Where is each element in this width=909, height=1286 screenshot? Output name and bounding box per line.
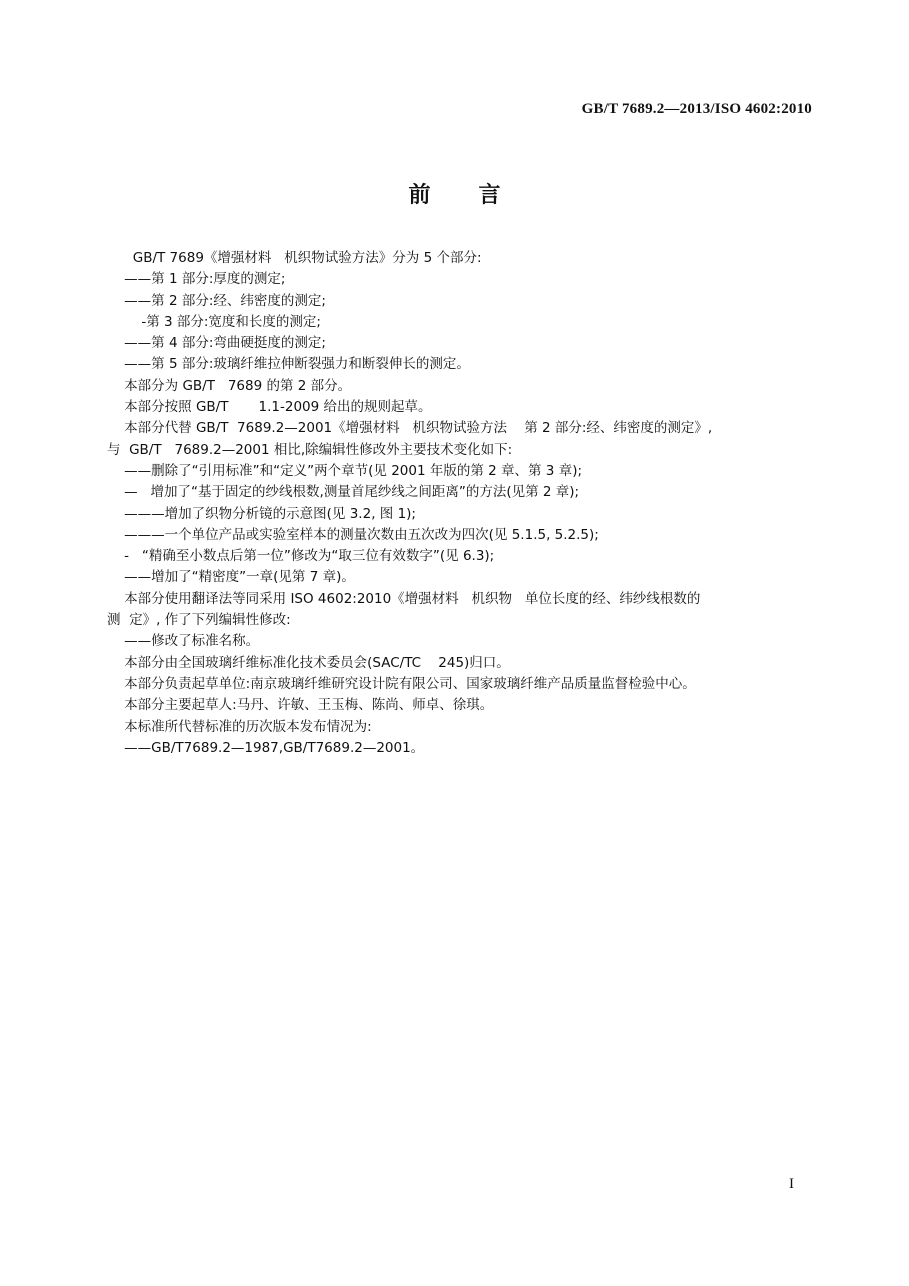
paragraph-line: ——第 1 部分:厚度的测定;: [107, 271, 286, 288]
paragraph-line: ——第 4 部分:弯曲硬挺度的测定;: [107, 335, 326, 352]
title-char-1: 前: [408, 183, 431, 208]
paragraph-line: -第 3 部分:宽度和长度的测定;: [107, 313, 321, 330]
paragraph-line: 本部分代替 GB/T 7689.2—2001《增强材料 机织物试验方法 第 2 部分:经、纬密度的测定》,: [107, 420, 713, 437]
paragraph-line: ——增加了“精密度”一章(见第 7 章)。: [107, 569, 355, 586]
foreword-body: [107, 248, 812, 759]
paragraph-line: — 增加了“基于固定的纱线根数,测量首尾纱线之间距离”的方法(见第 2 章);: [107, 484, 580, 501]
paragraph-line: ———增加了织物分析镜的示意图(见 3.2, 图 1);: [107, 505, 416, 522]
paragraph-line: - “精确至小数点后第一位”修改为“取三位有效数字”(见 6.3);: [107, 548, 495, 565]
paragraph-line: ——第 2 部分:经、纬密度的测定;: [107, 292, 326, 309]
paragraph-line: 本部分主要起草人:马丹、许敏、王玉梅、陈尚、师卓、徐琪。: [107, 697, 494, 714]
paragraph-line: 本部分负责起草单位:南京玻璃纤维研究设计院有限公司、国家玻璃纤维产品质量监督检验中心。: [107, 675, 696, 692]
paragraph-line: 本部分使用翻译法等同采用 ISO 4602:2010《增强材料 机织物 单位长度的经、纬纱线根数的: [107, 590, 701, 607]
paragraph-line: ——删除了“引用标准”和“定义”两个章节(见 2001 年版的第 2 章、第 3 章);: [107, 462, 583, 479]
page-number: I: [789, 1176, 794, 1192]
paragraph-line: ——GB/T7689.2—1987,GB/T7689.2—2001。: [107, 739, 425, 756]
paragraph-line: ——修改了标准名称。: [107, 633, 260, 650]
paragraph-line: 本标准所代替标准的历次版本发布情况为:: [107, 718, 372, 735]
paragraph-line: 本部分按照 GB/T 1.1-2009 给出的规则起草。: [107, 399, 432, 416]
paragraph-line: 本部分由全国玻璃纤维标准化技术委员会(SAC/TC 245)归口。: [107, 654, 510, 671]
paragraph-line: 本部分为 GB/T 7689 的第 2 部分。: [107, 377, 352, 394]
page-title: [0, 178, 909, 209]
paragraph-line: 测 定》, 作了下列编辑性修改:: [107, 612, 291, 629]
standard-code: GB/T 7689.2—2013/ISO 4602:2010: [581, 101, 812, 117]
paragraph-line: GB/T 7689《增强材料 机织物试验方法》分为 5 个部分:: [107, 250, 482, 266]
paragraph-line: ———一个单位产品或实验室样本的测量次数由五次改为四次(见 5.1.5, 5.2.5);: [107, 526, 599, 543]
paragraph-line: ——第 5 部分:玻璃纤维拉伸断裂强力和断裂伸长的测定。: [107, 356, 470, 373]
paragraph-line: 与 GB/T 7689.2—2001 相比,除编辑性修改外主要技术变化如下:: [107, 441, 513, 458]
title-char-2: 言: [478, 183, 501, 208]
